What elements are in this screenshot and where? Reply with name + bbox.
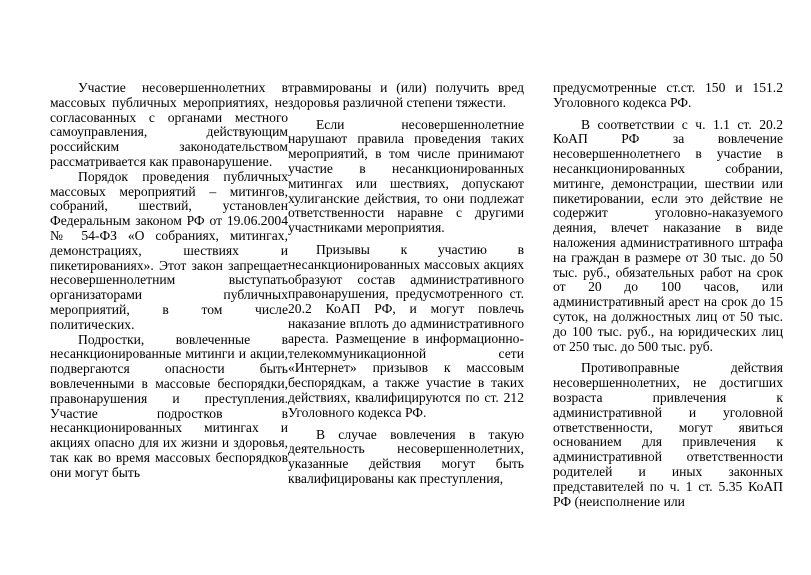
text-column-1 [50,81,288,521]
paragraph: Подростки, вовлеченные в несанкционированные митинги и акции, подвергаются опасности быть вовлеченными в массовые беспорядки, правонарушения и преступления. Участие подростков в несанкционированных митингах и акциях опасно для их жизни и здоровья, так как во время массовых беспорядков они могут быть [50,331,288,480]
text-column-2 [288,81,524,521]
paragraph: Противоправные действия несовершеннолетних, не достигших возраста привлечения к административной и уголовной ответственности, могут явиться основанием для привлечения к административной ответственности родителей и иных законных представителей по ч. 1 ст. 5.35 КоАП РФ (неисполнение или [553,360,783,509]
paragraph: Порядок проведения публичных массовых мероприятий – митингов, собраний, шествий, установлен Федеральным законом РФ от 19.06.2004 № 54-ФЗ «О собраниях, митингах, демонстрациях, шествиях и пикетированиях». Этот закон запрещает несовершеннолетним выступать организаторами публичных мероприятий, в том числе политических. [50,168,288,332]
paragraph: Участие несовершеннолетних в массовых публичных мероприятиях, не согласованных с органами местного самоуправления, действующим российским законодательством рассматривается как правонарушение. [50,81,288,169]
paragraph: Призывы к участию в несанкционированных массовых акциях образуют состав административного правонарушения, предусмотренного ст. 20.2 КоАП РФ, и могут повлечь наказание вплоть до административного ареста. Размещение в информационно-телекоммуникационной сети «Интернет» призывов к массовым беспорядкам, а также участие в таких действиях, квалифицируются по ст. 212 Уголовного кодекса РФ. [288,241,524,420]
paragraph: Если несовершеннолетние нарушают правила проведения таких мероприятий, в том числе принимают участие в несанкционированных митингах или шествиях, допускают хулиганские действия, то они подлежат ответственности наравне с другими участниками мероприятия. [288,116,524,236]
paragraph-continuation: предусмотренные ст.ст. 150 и 151.2 Уголовного кодекса РФ. [553,81,783,110]
paragraph-continuation: травмированы и (или) получить вред здоровья различной степени тяжести. [288,81,524,110]
text-column-3 [553,81,783,521]
paragraph: В случае вовлечения в такую деятельность несовершеннолетних, указанные действия могут быть квалифицированы как преступления, [288,426,524,486]
paragraph: В соответствии с ч. 1.1 ст. 20.2 КоАП РФ за вовлечение несовершеннолетнего в участие в несанкционированных собрании, митинге, демонстрации, шествии или пикетировании, если это действие не содержит уголовно-наказуемого деяния, влечет наказание в виде наложения административного штрафа на граждан в размере от 30 тыс. до 50 тыс. руб., обязательных работ на срок от 20 до 100 часов, или административный арест на срок до 15 суток, на должностных лиц от 50 тыс. до 100 тыс. руб., на юридических лиц от 250 тыс. до 500 тыс. руб. [553,116,783,354]
